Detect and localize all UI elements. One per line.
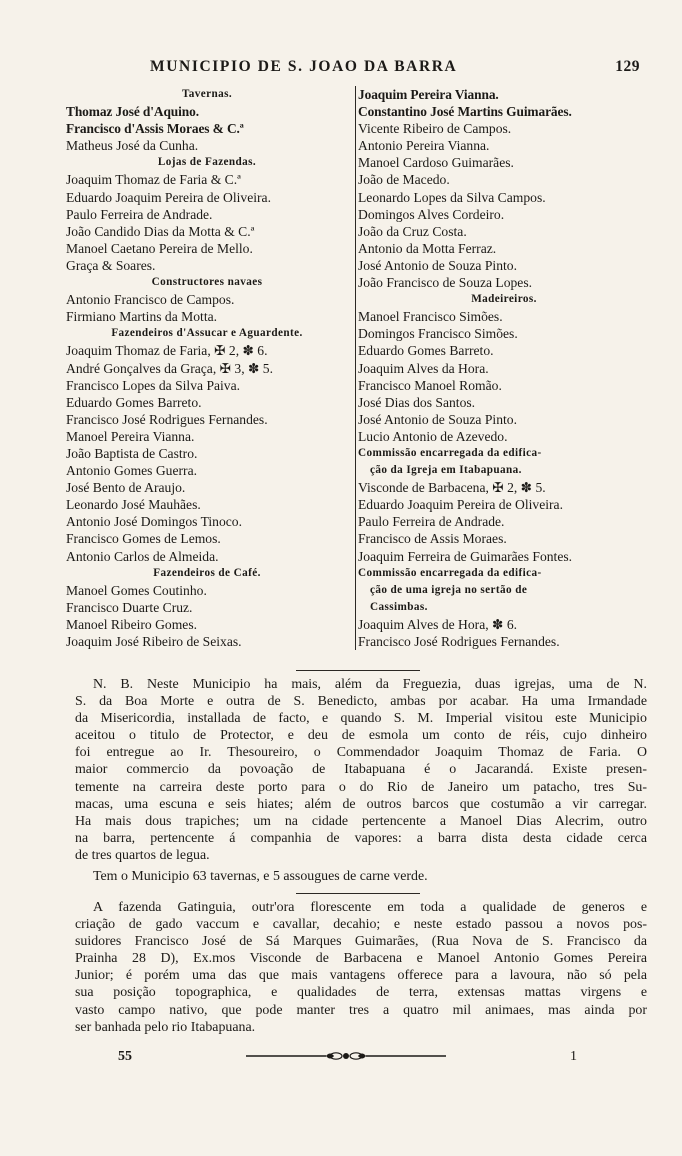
directory-entry: Francisco Lopes da Silva Paiva. [66,377,241,393]
directory-entry: Domingos Francisco Simões. [358,326,518,342]
directory-entry: Matheus José da Cunha. [66,138,199,154]
directory-entry: Francisco José Rodrigues Fernandes. [66,411,268,427]
paragraph-line: suidores Francisco José de Sá Marques Guimarães, (Rua Nova de S. Francisco da [75,934,647,950]
paragraph-line: macas, uma escuna e seis hiates; além de outros barcos que costumão a vir carregar. [75,796,647,812]
directory-entry: José Dias dos Santos. [358,394,476,410]
directory-entry: Firmiano Martins da Motta. [66,309,218,325]
paragraph-line: aceitou o titulo de Protector, e deu de esmola um conto de réis, cujo dinheiro [75,728,647,744]
paragraph-line: na barra, pertencente á companhia de vapores: a barra dista desta cidade cerca [75,830,647,846]
directory-entry: Leonardo Lopes da Silva Campos. [358,189,546,205]
paragraph-line: foi entregue ao Ir. Thesoureiro, o Commendador Joaquim Thomaz de Faria. O [75,745,647,761]
section-heading: ção da Igreja em Itabapuana. [370,464,522,477]
directory-entry: João de Macedo. [358,172,450,188]
paragraph-line: S. da Boa Morte e outra de S. Benedicto, ambas por acabar. Ha uma Irmandade [75,694,647,710]
directory-entry: André Gonçalves da Graça, ✠ 3, ✽ 5. [66,360,273,376]
directory-entry: Manoel Pereira Vianna. [66,428,195,444]
paragraph-line: temente na carreira deste porto para o do Rio de Janeiro um patacho, tres Su- [75,779,647,795]
directory-entry: José Antonio de Souza Pinto. [358,257,517,273]
nb-paragraph [75,676,647,864]
directory-entry: Joaquim José Ribeiro de Seixas. [66,634,242,649]
signature-mark: 55 [118,1049,132,1064]
section-heading: ção de uma igreja no sertão de [370,583,528,596]
section-heading: Fazendeiros d'Assucar e Aguardente. [111,327,303,340]
section-divider [296,670,420,671]
paragraph-line: ser banhada pelo rio Itabapuana. [75,1019,256,1035]
section-heading: Tavernas. [181,88,233,100]
paragraph-line: criação de gado vaccum e cavallar, decahio; e neste estado passou a novos pos- [75,917,647,933]
directory-entry: Francisco Duarte Cruz. [66,599,193,615]
section-heading: Fazendeiros de Café. [153,566,261,579]
directory-entry: Antonio José Domingos Tinoco. [66,514,242,530]
paragraph-line: sua posição topographica, e qualidades de terra, extensas mattas virgens e [75,985,647,1001]
directory-entry: Joaquim Alves de Hora, ✽ 6. [358,616,518,632]
paragraph-line: N. B. Neste Municipio ha mais, além da Freguezia, duas igrejas, uma de N. [93,677,647,692]
section-heading: Lojas de Fazendas. [157,156,257,169]
directory-entry: Domingos Alves Cordeiro. [358,206,505,222]
directory-entry: Manoel Gomes Coutinho. [66,582,207,598]
directory-entry: Francisco José Rodrigues Fernandes. [358,634,560,649]
page-footer [0,1049,682,1071]
directory-entry: Francisco de Assis Moraes. [358,531,507,547]
section-heading: Commissão encarregada da edifica- [358,566,542,579]
directory-entry: Joaquim Thomaz de Faria, ✠ 2, ✽ 6. [66,343,268,359]
paragraph-line: A fazenda Gatinguia, outr'ora florescente em toda a qualidade de generos e [93,900,647,915]
paragraph-line: da Misericordia, installada de facto, e quando S. M. Imperial visitou este Municipio [75,711,647,727]
ornament-rule-icon [244,1049,448,1063]
paragraph-line: Ha mais dous trapiches; um na cidade pertencente a Manoel Dias Alecrim, outro [75,813,647,829]
directory-entry: Paulo Ferreira de Andrade. [66,206,213,222]
paragraph-divider [296,893,420,894]
directory-entry: Visconde de Barbacena, ✠ 2, ✽ 5. [358,480,546,496]
sheet-number: 1 [570,1049,577,1064]
directory-entry: Joaquim Thomaz de Faria & C.ª [66,172,241,188]
directory-entry: Eduardo Gomes Barreto. [66,394,202,410]
directory-entry: Eduardo Gomes Barreto. [358,343,494,359]
section-heading: Constructores navaes [151,276,263,289]
left-column-directory [66,86,348,650]
directory-entry: Francisco Gomes de Lemos. [66,531,221,547]
right-column-directory [355,86,650,650]
paragraph-line: Prainha 28 D), Ex.mos Visconde de Barbacena e Manoel Antonio Gomes Pereira [75,951,647,967]
directory-entry: Joaquim Pereira Vianna. [358,87,499,102]
directory-entry: José Bento de Araujo. [66,480,186,496]
page-title: MUNICIPIO DE S. JOAO DA BARRA [150,58,458,75]
directory-entry: Paulo Ferreira de Andrade. [358,514,505,530]
directory-entry: Leonardo José Mauhães. [66,497,201,513]
directory-entry: José Antonio de Souza Pinto. [358,411,517,427]
directory-entry: João Baptista de Castro. [66,445,198,461]
paragraph-line: vasto campo nativo, que pode manter tres a quatro mil animaes, mas ainda por [75,1002,647,1018]
directory-entry: Manoel Ribeiro Gomes. [66,616,198,632]
fazenda-paragraph [75,899,647,1036]
paragraph-line: maior commercio da povoação de Itabapuana é o Jacarandá. Existe presen- [75,762,647,778]
directory-entry: Joaquim Ferreira de Guimarães Fontes. [358,548,573,564]
directory-entry: João Candido Dias da Motta & C.ª [66,223,255,239]
paragraph-line: Tem o Municipio 63 tavernas, e 5 assougues de carne verde. [93,869,428,884]
directory-entry: Antonio Pereira Vianna. [358,138,490,154]
section-heading: Commissão encarregada da edifica- [358,446,542,459]
directory-entry: João da Cruz Costa. [358,223,467,239]
directory-entry: Antonio da Motta Ferraz. [358,240,497,256]
directory-entry: Francisco Manoel Romão. [358,377,502,393]
directory-entry: João Francisco de Souza Lopes. [358,275,533,291]
directory-entry: Constantino José Martins Guimarães. [358,104,572,120]
directory-entry: Antonio Carlos de Almeida. [66,548,219,564]
directory-entry: Manoel Cardoso Guimarães. [358,155,514,171]
directory-entry: Antonio Gomes Guerra. [66,463,197,479]
running-head [150,58,650,80]
directory-entry: Joaquim Alves da Hora. [358,360,489,376]
directory-entry: Eduardo Joaquim Pereira de Oliveira. [66,189,271,205]
page-number: 129 [615,58,640,75]
section-heading: Madeireiros. [471,293,537,306]
directory-entry: Eduardo Joaquim Pereira de Oliveira. [358,497,563,513]
directory-entry: Lucio Antonio de Azevedo. [358,428,508,444]
paragraph-line: Junior; é porém uma das que mais vantagens offerece para a lavoura, não só pela [75,968,647,984]
directory-entry: Vicente Ribeiro de Campos. [358,121,512,137]
directory-entry: Manoel Caetano Pereira de Mello. [66,240,253,256]
directory-entry: Manoel Francisco Simões. [358,309,503,325]
directory-entry: Graça & Soares. [66,257,156,273]
directory-entry: Thomaz José d'Aquino. [66,104,199,120]
directory-entry: Antonio Francisco de Campos. [66,292,235,308]
directory-entry: Francisco d'Assis Moraes & C.ª [66,121,244,137]
paragraph-line: de tres quartos de legua. [75,847,210,863]
tavernas-paragraph [75,868,647,885]
section-heading: Cassimbas. [370,600,428,613]
